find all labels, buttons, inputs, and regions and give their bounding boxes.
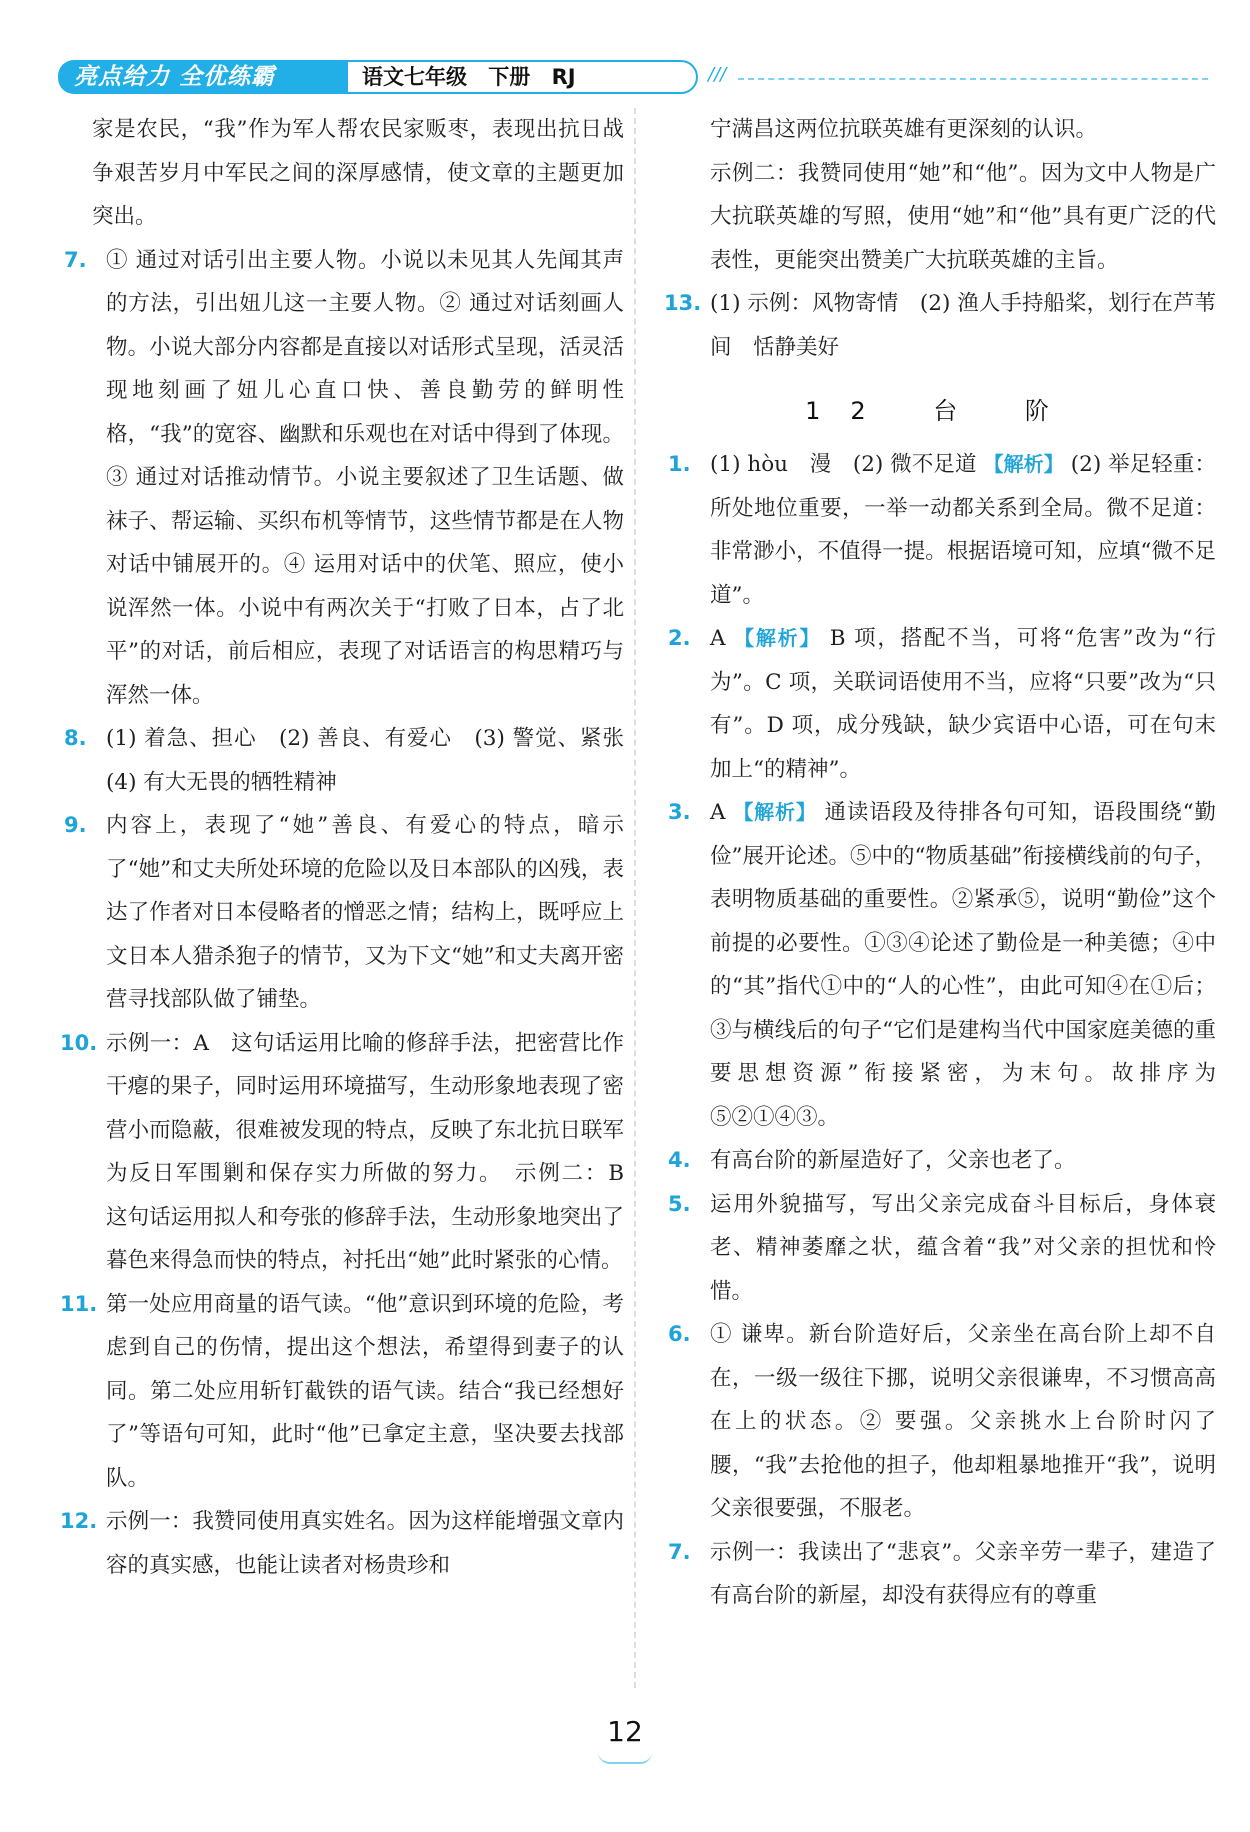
analysis-tag: 【解析】 (983, 452, 1064, 476)
section-title: 12 台 阶 (805, 397, 1079, 425)
answer-text: (1) 着急、担心 (2) 善良、有爱心 (3) 警觉、紧张 (4) 有大无畏的牺牲精神 (106, 726, 646, 795)
lesson-12-question-1 (668, 443, 1216, 617)
question-number: 12. (60, 1509, 98, 1533)
header-slash-decoration: /// (708, 64, 727, 85)
question-number: 3. (668, 800, 691, 824)
question-9 (64, 804, 624, 1022)
question-number: 1. (668, 452, 691, 476)
answer-text: A (710, 626, 726, 651)
lesson-12-question-5 (668, 1183, 1216, 1314)
page-header (58, 60, 1208, 96)
question-number: 7. (668, 1539, 691, 1564)
question-number: 8. (64, 726, 87, 750)
question-number: 4. (668, 1148, 691, 1172)
answer-text: 示例一：我赞同使用真实姓名。因为这样能增强文章内容的真实感，也能让读者对杨贵珍和 (106, 1509, 624, 1578)
brand-banner: 亮点给力 全优练霸 (58, 60, 348, 94)
question-number: 9. (64, 813, 87, 837)
question-number: 11. (60, 1291, 98, 1316)
lesson-12-question-2 (668, 617, 1216, 791)
answer-text: ① 通过对话引出主要人物。小说以未见其人先闻其声的方法，引出妞儿这一主要人物。② 通过对话刻画人物。小说大部分内容都是直接以对话形式呈现，活灵活现地刻画了妞儿心直口快、善良勤劳的鲜明性格，“我”的宽容、幽默和乐观也在对话中得到了体现。③ 通过对话推动情节。小说主要叙述了卫生话题、做袜子、帮运输、买织布机等情节，这些情节都是在人物对话中铺展开的。④ 运用对话中的伏笔、照应，使小说浑然一体。小说中有两次关于“打败了日本，占了北平”的对话，前后相应，表现了对话语言的构思精巧与浑然一体。 (106, 247, 624, 708)
question-number: 13. (664, 291, 702, 315)
answer-text: 第一处应用商量的语气读。“他”意识到环境的危险，考虑到自己的伤情，提出这个想法，希望得到妻子的认同。第二处应用斩钉截铁的语气读。结合“我已经想好了”等语句可知，此时“他”已拿定主意，坚决要去找部队。 (106, 1291, 624, 1491)
answer-text: ① 谦卑。新台阶造好后，父亲坐在高台阶上却不自在，一级一级往下挪，说明父亲很谦卑，不习惯高高在上的状态。② 要强。父亲挑水上台阶时闪了腰，“我”去抢他的担子，他却粗暴地推开“我”，说明父亲很要强，不服老。 (710, 1322, 1216, 1521)
lesson-12-question-3 (668, 791, 1216, 1139)
page-number-decoration (598, 1752, 652, 1764)
answer-text: (1) 示例：风物寄情 (2) 渔人手持船桨，划行在芦苇间 恬静美好 (710, 291, 1216, 360)
answer-text: 示例一：我读出了“悲哀”。父亲辛劳一辈子，建造了有高台阶的新屋，却没有获得应有的尊重 (710, 1539, 1216, 1608)
question-number: 6. (668, 1322, 691, 1346)
question-number: 5. (668, 1191, 691, 1216)
lesson-12-question-6 (668, 1313, 1216, 1531)
lesson-12-question-4 (668, 1139, 1216, 1183)
question-10 (60, 1022, 646, 1283)
question-12-continued: 宁满昌这两位抗联英雄有更深刻的认识。 (710, 117, 1098, 142)
page-number: 12 (607, 1715, 643, 1748)
question-8 (64, 717, 646, 804)
lesson-12-question-7 (668, 1531, 1216, 1618)
answer-text: A (710, 800, 726, 825)
question-number: 7. (64, 247, 87, 272)
header-dashed-line (738, 78, 1208, 80)
answer-text: 示例一：A 这句话运用比喻的修辞手法，把密营比作干瘪的果子，同时运用环境描写，生动形象地表现了密营小而隐蔽，很难被发现的特点，反映了东北抗日联军为反日军围剿和保存实力所做的努力。 示例二：B 这句话运用拟人和夸张的修辞手法，生动形象地突出了暮色来得急而快的特点，衬托出“她”此时紧张的心情。 (106, 1030, 646, 1273)
question-number: 10. (60, 1030, 98, 1055)
question-7 (64, 239, 624, 718)
question-12 (60, 1500, 624, 1587)
analysis-tag: 【解析】 (733, 800, 817, 824)
left-column (60, 108, 646, 1587)
analysis-text: 通读语段及待排各句可知，语段围绕“勤俭”展开论述。⑤中的“物质基础”衔接横线前的句子，表明物质基础的重要性。②紧承⑤，说明“勤俭”这个前提的必要性。①③④论述了勤俭是一种美德；④中的“其”指代①中的“人的心性”，由此可知④在①后；③与横线后的句子“它们是建构当代中国家庭美德的重要思想资源”衔接紧密，为末句。故排序为⑤②①④③。 (710, 800, 1216, 1130)
question-11 (60, 1283, 624, 1501)
question-number: 2. (668, 626, 691, 650)
analysis-text: B 项，搭配不当，可将“危害”改为“行为”。C 项，关联词语使用不当，应将“只要”改为“只有”。D 项，成分残缺，缺少宾语中心语，可在句末加上“的精神”。 (710, 626, 1216, 782)
answer-text: 有高台阶的新屋造好了，父亲也老了。 (710, 1148, 1076, 1173)
intro-paragraph: 家是农民，“我”作为军人帮农民家贩枣，表现出抗日战争艰苦岁月中军民之间的深厚感情，使文章的主题更加突出。 (92, 117, 624, 229)
question-12-example-two: 示例二：我赞同使用“她”和“他”。因为文中人物是广大抗联英雄的写照，使用“她”和“他”具有更广泛的代表性，更能突出赞美广大抗联英雄的主旨。 (710, 160, 1216, 273)
answer-text: 内容上，表现了“她”善良、有爱心的特点，暗示了“她”和丈夫所处环境的危险以及日本部队的凶残，表达了作者对日本侵略者的憎恶之情；结构上，既呼应上文日本人猎杀狍子的情节，又为下文“她”和丈夫离开密营寻找部队做了铺垫。 (106, 813, 624, 1012)
answer-text: 运用外貌描写，写出父亲完成奋斗目标后，身体衰老、精神萎靡之状，蕴含着“我”对父亲的担忧和怜惜。 (710, 1191, 1216, 1304)
right-column (664, 108, 1216, 1618)
column-divider (634, 108, 636, 1688)
answer-text: (1) hòu 漫 (2) 微不足道 (710, 452, 977, 477)
analysis-text: (2) 举足轻重：所处地位重要，一举一动都关系到全局。微不足道：非常渺小，不值得一提。根据语境可知，应填“微不足道”。 (710, 452, 1216, 608)
question-13 (664, 282, 1216, 369)
analysis-tag: 【解析】 (734, 626, 822, 650)
subject-label: 语文七年级 下册 RJ (348, 60, 698, 94)
